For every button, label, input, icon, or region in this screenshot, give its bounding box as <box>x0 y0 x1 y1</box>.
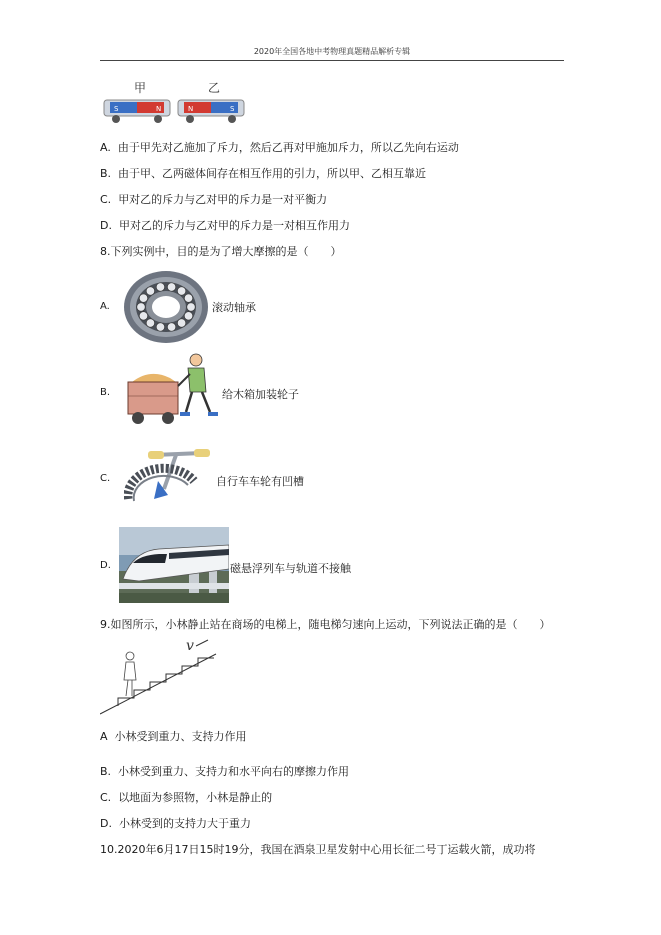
escalator-figure <box>100 636 220 718</box>
ball-bearing-image <box>123 270 209 344</box>
q10-stem: 10.2020年6月17日15时19分，我国在酒泉卫星发射中心用长征二号丁运载火箭，成功将 <box>100 843 536 856</box>
q7-option-d: D. 甲对乙的斥力与乙对甲的斥力是一对相互作用力 <box>100 219 350 232</box>
magnet-carts-figure <box>100 78 260 126</box>
svg-text:v: v <box>186 638 194 654</box>
bearing-ball <box>139 312 147 320</box>
q8-option-c-letter: C. <box>100 473 111 484</box>
q9-option-b: B. 小林受到重力、支持力和水平向右的摩擦力作用 <box>100 765 350 778</box>
bearing-ball <box>139 294 147 302</box>
bearing-ball <box>184 312 192 320</box>
q7-option-a: A. 由于甲先对乙施加了斥力，然后乙再对甲施加斥力，所以乙先向右运动 <box>100 141 459 154</box>
q8-option-d-text: 磁悬浮列车与轨道不接触 <box>230 562 351 575</box>
q9-stem: 9.如图所示，小林静止站在商场的电梯上，随电梯匀速向上运动，下列说法正确的是（ ） <box>100 618 551 631</box>
q8-option-c-text: 自行车车轮有凹槽 <box>216 475 304 488</box>
q8-option-a-letter: A. <box>100 301 110 312</box>
bearing-ball <box>156 323 164 331</box>
bearing-ball <box>167 283 175 291</box>
q8-option-b-letter: B. <box>100 387 111 398</box>
bearing-ball <box>137 303 145 311</box>
q9-option-a: A 小林受到重力、支持力作用 <box>100 730 247 743</box>
bearing-ball <box>177 287 185 295</box>
box-pushing-image <box>124 352 220 426</box>
q7-option-b: B. 由于甲、乙两磁体间存在相互作用的引力，所以甲、乙相互靠近 <box>100 167 427 180</box>
bearing-ball <box>146 319 154 327</box>
bearing-ball <box>156 283 164 291</box>
svg-text:N: N <box>156 105 162 113</box>
q8-stem: 8.下列实例中，目的是为了增大摩擦的是（ ） <box>100 245 342 258</box>
q8-option-d-letter: D. <box>100 560 111 571</box>
q7-option-c: C. 甲对乙的斥力与乙对甲的斥力是一对平衡力 <box>100 193 328 206</box>
page-header: 2020年全国各地中考物理真题精品解析专辑 <box>100 46 564 61</box>
bearing-ball <box>177 319 185 327</box>
bearing-ball <box>187 303 195 311</box>
label-yi: 乙 <box>208 81 221 95</box>
svg-text:S: S <box>114 105 119 113</box>
q9-option-c: C. 以地面为参照物，小林是静止的 <box>100 791 273 804</box>
q9-option-d: D. 小林受到的支持力大于重力 <box>100 817 251 830</box>
maglev-train-image <box>119 527 229 603</box>
q8-option-a-text: 滚动轴承 <box>212 301 256 314</box>
bicycle-wheel-image <box>124 441 214 517</box>
svg-text:S: S <box>230 105 235 113</box>
label-jia: 甲 <box>134 81 147 95</box>
bearing-ball <box>167 323 175 331</box>
bearing-ball <box>184 294 192 302</box>
svg-text:N: N <box>188 105 194 113</box>
q8-option-b-text: 给木箱加装轮子 <box>222 388 299 401</box>
bearing-ball <box>146 287 154 295</box>
